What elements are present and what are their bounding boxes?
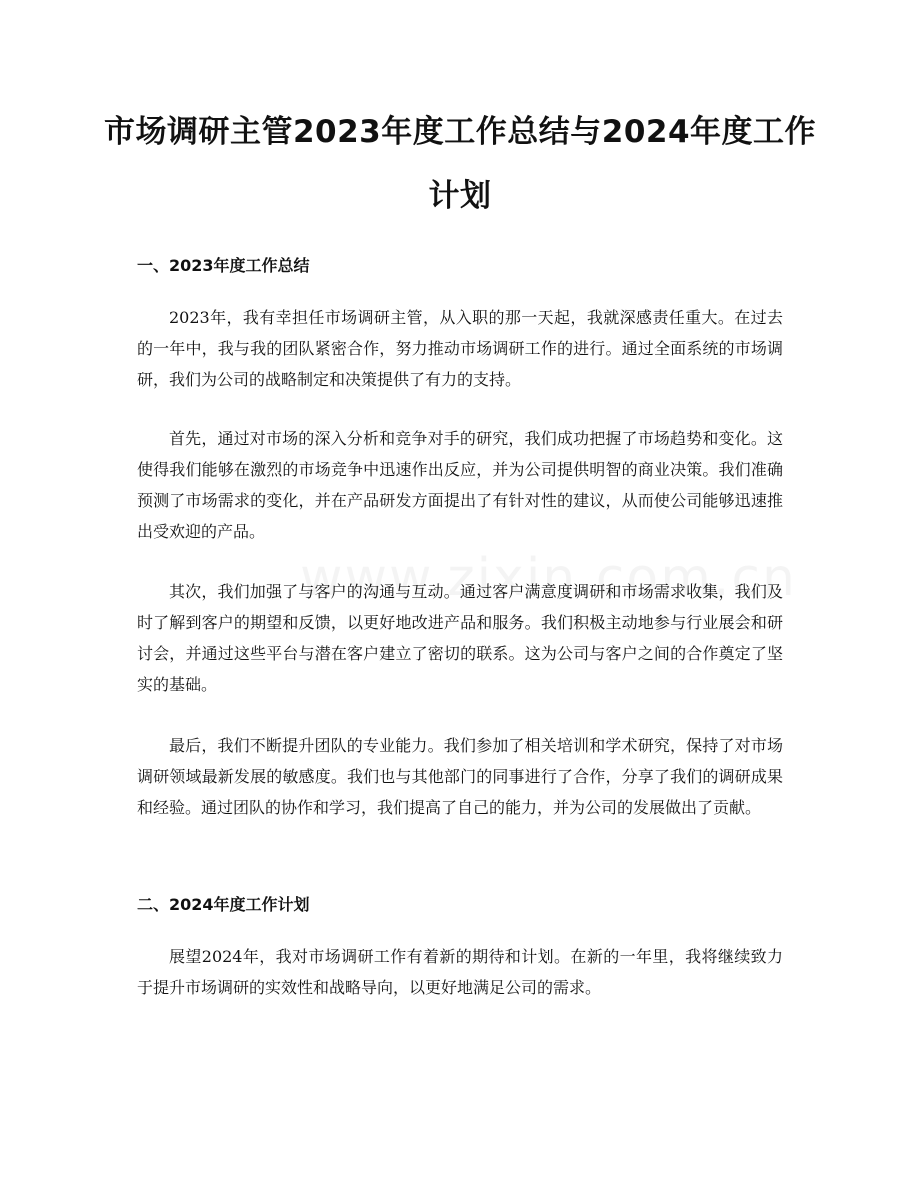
paragraph-summary-last: 最后，我们不断提升团队的专业能力。我们参加了相关培训和学术研究，保持了对市场调研领域最新发展的敏感度。我们也与其他部门的同事进行了合作，分享了我们的调研成果和经验。通过团队的协作和学习，我们提高了自己的能力，并为公司的发展做出了贡献。 [137,736,783,817]
document-title: 市场调研主管2023年度工作总结与2024年度工作计划 [103,114,817,214]
paragraph-summary-intro: 2023年，我有幸担任市场调研主管，从入职的那一天起，我就深感责任重大。在过去的一年中，我与我的团队紧密合作，努力推动市场调研工作的进行。通过全面系统的市场调研，我们为公司的战略制定和决策提供了有力的支持。 [137,308,783,389]
paragraph-summary-first: 首先，通过对市场的深入分析和竞争对手的研究，我们成功把握了市场趋势和变化。这使得我们能够在激烈的市场竞争中迅速作出反应，并为公司提供明智的商业决策。我们准确预测了市场需求的变化，并在产品研发方面提出了有针对性的建议，从而使公司能够迅速推出受欢迎的产品。 [137,429,783,541]
paragraph-plan-intro: 展望2024年，我对市场调研工作有着新的期待和计划。在新的一年里，我将继续致力于提升市场调研的实效性和战略导向，以更好地满足公司的需求。 [137,947,783,997]
section-heading-2023-summary: 一、2023年度工作总结 [137,256,310,275]
paragraph-summary-second: 其次，我们加强了与客户的沟通与互动。通过客户满意度调研和市场需求收集，我们及时了解到客户的期望和反馈，以更好地改进产品和服务。我们积极主动地参与行业展会和研讨会，并通过这些平台与潜在客户建立了密切的联系。这为公司与客户之间的合作奠定了坚实的基础。 [137,582,783,694]
section-heading-2024-plan: 二、2024年度工作计划 [137,895,310,914]
